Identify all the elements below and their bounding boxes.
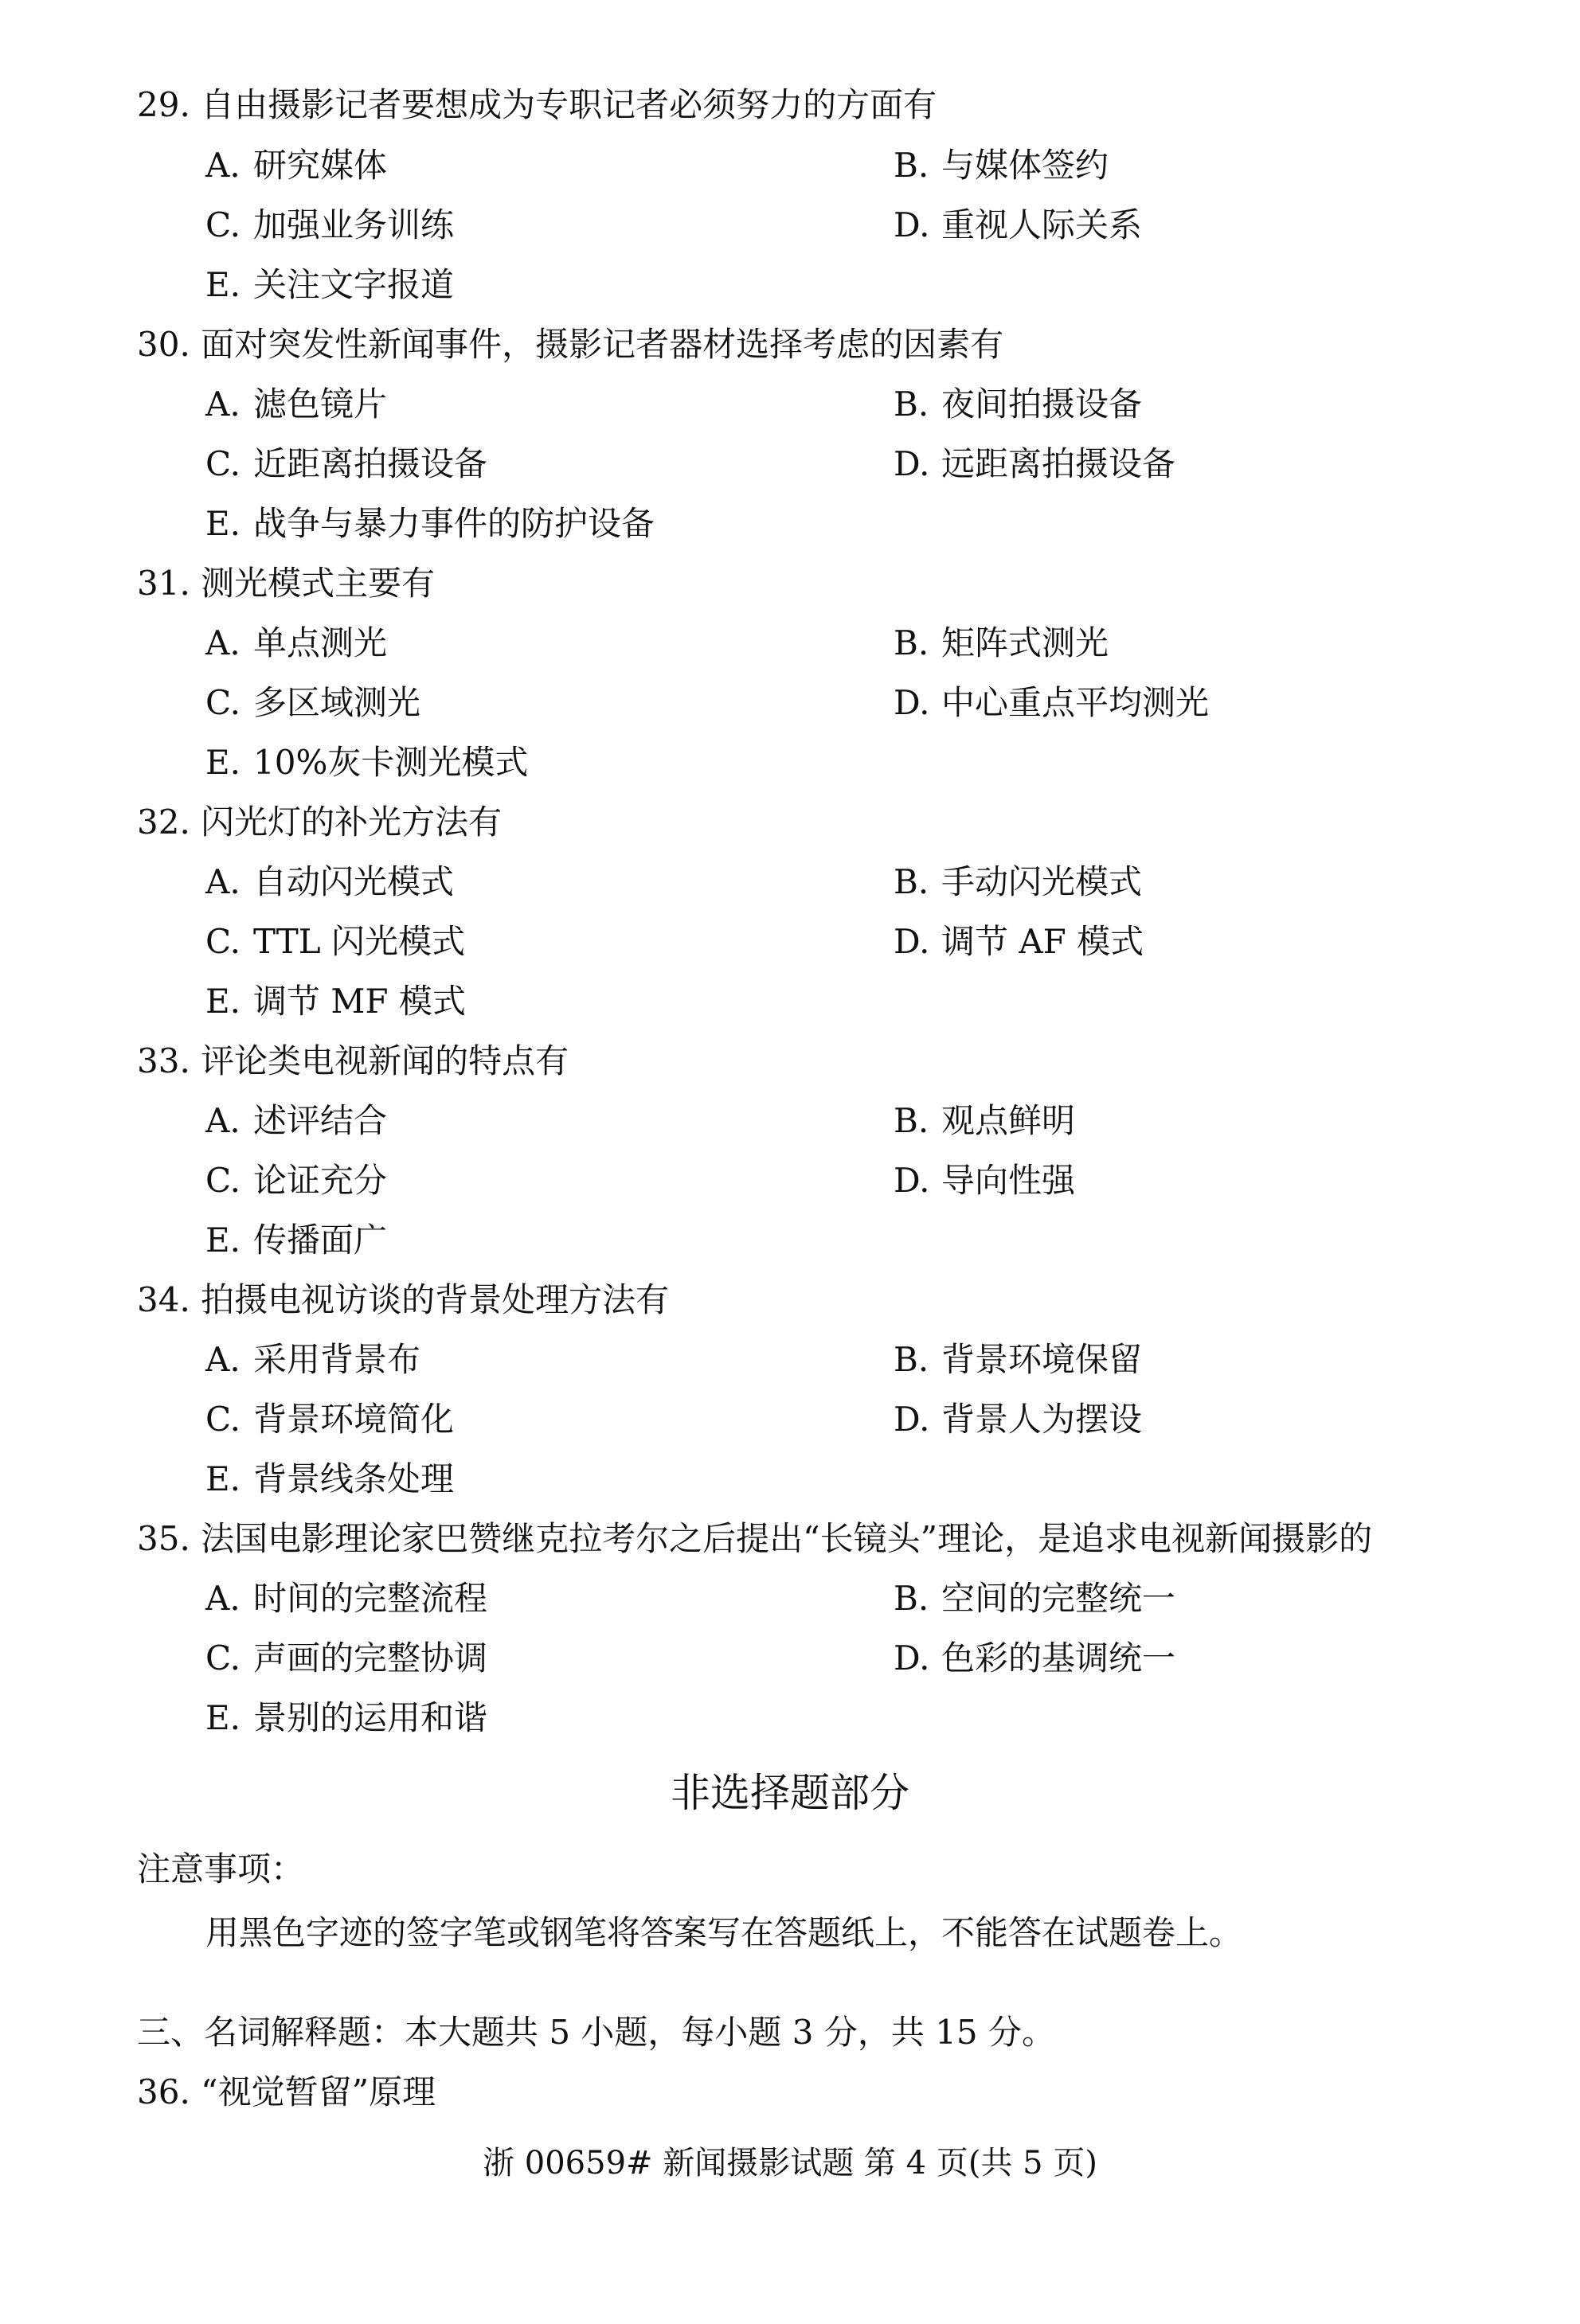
option-35-d: D. 色彩的基调统一 — [894, 1639, 1176, 1678]
question-32 — [137, 800, 502, 845]
option-31-c: C. 多区域测光 — [205, 683, 421, 722]
option-35-e: E. 景别的运用和谐 — [205, 1698, 488, 1737]
question-number: 31. — [137, 564, 190, 603]
question-34 — [137, 1278, 669, 1322]
question-number: 32. — [137, 803, 190, 842]
question-31 — [137, 561, 435, 606]
option-29-e: E. 关注文字报道 — [205, 265, 455, 304]
question-stem: 自由摄影记者要想成为专职记者必须努力的方面有 — [201, 85, 937, 124]
option-33-e: E. 传播面广 — [205, 1221, 388, 1260]
option-31-b: B. 矩阵式测光 — [894, 623, 1109, 662]
page-footer: 浙 00659# 新闻摄影试题 第 4 页(共 5 页) — [483, 2145, 1097, 2181]
question-number: 34. — [137, 1280, 190, 1319]
section-title: 非选择题部分 — [671, 1770, 909, 1816]
question-stem: 闪光灯的补光方法有 — [201, 803, 503, 842]
option-35-a: A. 时间的完整流程 — [205, 1579, 488, 1618]
option-30-d: D. 远距离拍摄设备 — [894, 444, 1176, 483]
question-stem: 评论类电视新闻的特点有 — [201, 1041, 569, 1080]
option-32-b: B. 手动闪光模式 — [894, 862, 1143, 901]
question-number: 35. — [137, 1519, 190, 1558]
question-stem: 面对突发性新闻事件，摄影记者器材选择考虑的因素有 — [201, 325, 1004, 364]
question-stem: 拍摄电视访谈的背景处理方法有 — [201, 1280, 670, 1319]
question-number: 33. — [137, 1041, 190, 1080]
option-32-c: C. TTL 闪光模式 — [205, 922, 466, 961]
question-number: 36. — [137, 2072, 190, 2111]
option-29-a: A. 研究媒体 — [205, 146, 388, 185]
option-33-d: D. 导向性强 — [894, 1161, 1076, 1200]
question-stem: “视觉暂留”原理 — [201, 2072, 436, 2111]
option-29-d: D. 重视人际关系 — [894, 205, 1143, 244]
option-34-d: D. 背景人为摆设 — [894, 1400, 1143, 1439]
question-35 — [137, 1517, 1372, 1561]
question-30 — [137, 322, 1003, 367]
part3-heading: 三、名词解释题：本大题共 5 小题，每小题 3 分，共 15 分。 — [137, 2013, 1055, 2052]
option-30-b: B. 夜间拍摄设备 — [894, 385, 1143, 424]
option-32-a: A. 自动闪光模式 — [205, 862, 455, 901]
notice-text: 用黑色字迹的签字笔或钢笔将答案写在答题纸上，不能答在试题卷上。 — [205, 1913, 1243, 1952]
option-29-c: C. 加强业务训练 — [205, 205, 455, 244]
option-34-e: E. 背景线条处理 — [205, 1459, 455, 1498]
option-35-c: C. 声画的完整协调 — [205, 1639, 488, 1678]
notice-label: 注意事项： — [137, 1849, 305, 1888]
option-29-b: B. 与媒体签约 — [894, 146, 1109, 185]
option-33-c: C. 论证充分 — [205, 1161, 388, 1200]
option-33-b: B. 观点鲜明 — [894, 1101, 1076, 1140]
option-33-a: A. 述评结合 — [205, 1101, 388, 1140]
question-number: 30. — [137, 325, 190, 364]
question-stem: 法国电影理论家巴赞继克拉考尔之后提出“长镜头”理论，是追求电视新闻摄影的 — [201, 1519, 1373, 1558]
option-31-d: D. 中心重点平均测光 — [894, 683, 1210, 722]
question-number: 29. — [137, 85, 190, 124]
option-30-c: C. 近距离拍摄设备 — [205, 444, 488, 483]
option-34-b: B. 背景环境保留 — [894, 1340, 1143, 1379]
option-35-b: B. 空间的完整统一 — [894, 1579, 1176, 1618]
question-stem: 测光模式主要有 — [201, 564, 436, 603]
question-29 — [137, 83, 937, 127]
question-36 — [137, 2070, 436, 2115]
question-33 — [137, 1039, 569, 1084]
option-30-a: A. 滤色镜片 — [205, 385, 388, 424]
option-31-e: E. 10%灰卡测光模式 — [205, 743, 529, 782]
option-30-e: E. 战争与暴力事件的防护设备 — [205, 504, 655, 543]
option-32-d: D. 调节 AF 模式 — [894, 922, 1144, 961]
option-32-e: E. 调节 MF 模式 — [205, 982, 466, 1021]
option-31-a: A. 单点测光 — [205, 623, 388, 662]
option-34-c: C. 背景环境简化 — [205, 1400, 455, 1439]
option-34-a: A. 采用背景布 — [205, 1340, 421, 1379]
